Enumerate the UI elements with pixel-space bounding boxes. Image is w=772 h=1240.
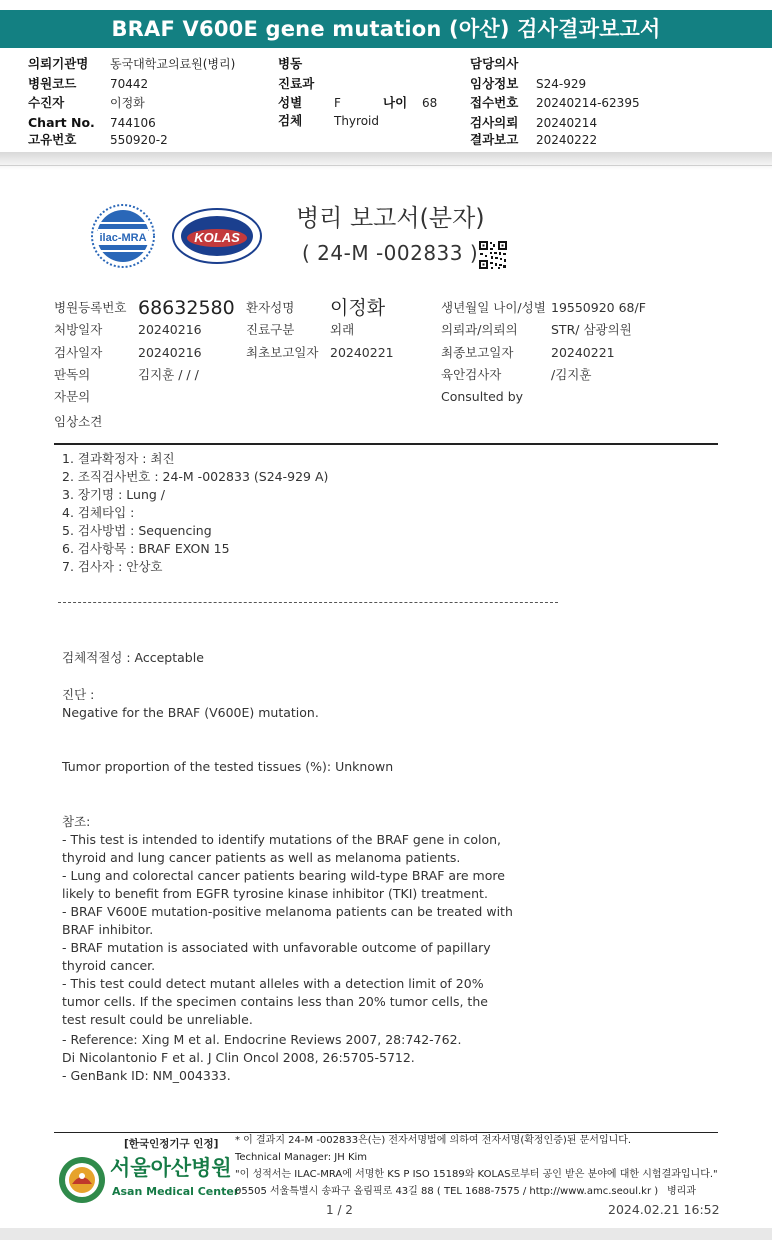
note-line: BRAF inhibitor.	[62, 922, 154, 937]
diagnosis-label: 진단 :	[62, 687, 95, 702]
page-bottom-margin	[0, 1228, 772, 1240]
item-confirmer: 1. 결과확정자 : 최진	[62, 451, 175, 466]
accreditation-label: [한국인정기구 인정]	[124, 1138, 219, 1150]
technical-manager: Technical Manager: JH Kim	[235, 1152, 368, 1163]
label-clinical-info: 임상정보	[470, 76, 519, 91]
label-patient-name: 환자성명	[246, 300, 295, 315]
label-unique-no: 고유번호	[28, 132, 77, 147]
diagnosis-text: Negative for the BRAF (V600E) mutation.	[62, 705, 319, 720]
note-line: test result could be unreliable.	[62, 1012, 253, 1027]
report-title-bar: BRAF V600E gene mutation (아산) 검사결과보고서	[0, 10, 772, 48]
value-rx-date: 20240216	[138, 322, 202, 337]
label-gross-examiner: 육안검사자	[441, 367, 502, 382]
label-doctor: 담당의사	[470, 56, 519, 71]
value-age: 68	[422, 96, 438, 110]
label-result-date: 결과보고	[470, 132, 519, 147]
value-institution: 동국대학교의료원(병리)	[110, 57, 236, 71]
header-divider-shadow	[0, 152, 772, 170]
item-test: 6. 검사항목 : BRAF EXON 15	[62, 541, 230, 556]
tumor-proportion: Tumor proportion of the tested tissues (%): Unknown	[62, 759, 394, 774]
note-line: likely to benefit from EGFR tyrosine kinase inhibitor (TKI) treatment.	[62, 886, 488, 901]
page-number: 1 / 2	[326, 1203, 353, 1217]
label-receipt-no: 접수번호	[470, 95, 519, 110]
report-top-border	[0, 165, 772, 166]
label-department: 진료과	[278, 76, 315, 91]
label-clinical-findings: 임상소견	[54, 414, 103, 429]
label-visit-type: 진료구분	[246, 322, 295, 337]
label-birth-age-sex: 생년월일 나이/성별	[441, 300, 546, 315]
label-rx-date: 처방일자	[54, 322, 103, 337]
dashed-divider	[58, 602, 558, 603]
item-specimen-type: 4. 검체타입 :	[62, 505, 135, 520]
label-age: 나이	[383, 95, 408, 110]
note-line: - This test is intended to identify mutations of the BRAF gene in colon,	[62, 832, 502, 847]
note-reference: - Reference: Xing M et al. Endocrine Reviews 2007, 28:742-762.	[62, 1032, 462, 1047]
value-chart-no: 744106	[110, 116, 156, 130]
ilac-mra-logo	[90, 203, 156, 269]
note-line: thyroid cancer.	[62, 958, 156, 973]
value-first-report: 20240221	[330, 345, 394, 360]
value-clinical-info: S24-929	[536, 77, 587, 91]
note-line: - This test could detect mutant alleles with a detection limit of 20%	[62, 976, 484, 991]
value-final-report: 20240221	[551, 345, 615, 360]
esign-notice: * 이 결과지 24-M -002833은(는) 전자서명법에 의하여 전자서명(확정인증)된 문서입니다.	[235, 1135, 632, 1146]
label-patient: 수진자	[28, 95, 65, 110]
svg-text:KOLAS: KOLAS	[194, 230, 240, 245]
footer-department: 병리과	[667, 1186, 696, 1197]
item-examiner: 7. 검사자 : 안상호	[62, 559, 163, 574]
note-genbank: - GenBank ID: NM_004333.	[62, 1068, 231, 1083]
label-advisor: 자문의	[54, 389, 91, 404]
value-birth-age-sex: 19550920 68/F	[551, 300, 646, 315]
value-exam-date: 20240216	[138, 345, 202, 360]
label-specimen: 검체	[278, 113, 303, 128]
hospital-address: 05505 서울특별시 송파구 올림픽로 43길 88 ( TEL 1688-7575 / http://www.amc.seoul.kr )	[235, 1186, 659, 1197]
label-hospital-code: 병원코드	[28, 76, 77, 91]
value-reader: 김지훈 / / /	[138, 367, 199, 382]
svg-text:ilac-MRA: ilac-MRA	[99, 232, 147, 244]
label-ward: 병동	[278, 56, 303, 71]
label-institution: 의뢰기관명	[28, 56, 89, 71]
value-patient: 이정화	[110, 96, 145, 110]
label-chart-no: Chart No.	[28, 115, 95, 130]
label-requesting-dept: 의뢰과/의뢰의	[441, 322, 518, 337]
qr-code-icon	[478, 240, 508, 270]
value-request-date: 20240214	[536, 116, 598, 130]
value-visit-type: 외래	[330, 322, 355, 337]
report-main-title: 병리 보고서(분자)	[296, 204, 485, 232]
accreditation-statement: "이 성적서는 ILAC-MRA에 서명한 KS P ISO 15189와 KOLAS로부터 공인 받은 분야에 대한 시험결과입니다."	[235, 1169, 718, 1180]
value-requesting-dept: STR/ 삼광의원	[551, 322, 632, 337]
section-divider	[54, 443, 718, 445]
label-first-report: 최초보고일자	[246, 345, 319, 360]
label-consulted-by: Consulted by	[441, 389, 524, 404]
notes-label: 참조:	[62, 814, 91, 829]
note-line: - Lung and colorectal cancer patients bearing wild-type BRAF are more	[62, 868, 505, 883]
value-hospital-code: 70442	[110, 77, 149, 91]
value-gross-examiner: /김지훈	[551, 367, 592, 382]
note-reference: Di Nicolantonio F et al. J Clin Oncol 2008, 26:5705-5712.	[62, 1050, 415, 1065]
hospital-name: 서울아산병원	[110, 1156, 232, 1180]
value-receipt-no: 20240214-62395	[536, 96, 640, 110]
label-final-report: 최종보고일자	[441, 345, 514, 360]
note-line: - BRAF V600E mutation-positive melanoma patients can be treated with	[62, 904, 513, 919]
label-reg-no: 병원등록번호	[54, 300, 127, 315]
note-line: - BRAF mutation is associated with unfavorable outcome of papillary	[62, 940, 491, 955]
value-reg-no: 68632580	[138, 297, 235, 319]
item-organ: 3. 장기명 : Lung /	[62, 487, 165, 502]
kolas-logo	[172, 208, 262, 264]
label-request-date: 검사의뢰	[470, 115, 519, 130]
item-biopsy-no: 2. 조직검사번호 : 24-M -002833 (S24-929 A)	[62, 469, 329, 484]
value-specimen: Thyroid	[334, 114, 379, 128]
footer-divider	[54, 1132, 718, 1133]
value-result-date: 20240222	[536, 133, 598, 147]
note-line: thyroid and lung cancer patients as well as melanoma patients.	[62, 850, 461, 865]
value-unique-no: 550920-2	[110, 133, 168, 147]
label-exam-date: 검사일자	[54, 345, 103, 360]
hospital-name-en: Asan Medical Center	[112, 1185, 240, 1198]
note-line: tumor cells. If the specimen contains less than 20% tumor cells, the	[62, 994, 488, 1009]
print-datetime: 2024.02.21 16:52	[608, 1202, 720, 1217]
report-number: ( 24-M -002833 )	[302, 241, 479, 265]
value-patient-name: 이정화	[330, 297, 386, 319]
asan-hospital-emblem	[58, 1156, 106, 1204]
specimen-adequacy: 검체적절성 : Acceptable	[62, 650, 204, 665]
label-reader: 판독의	[54, 367, 91, 382]
item-method: 5. 검사방법 : Sequencing	[62, 523, 212, 538]
label-sex: 성별	[278, 95, 303, 110]
value-sex: F	[334, 96, 341, 110]
